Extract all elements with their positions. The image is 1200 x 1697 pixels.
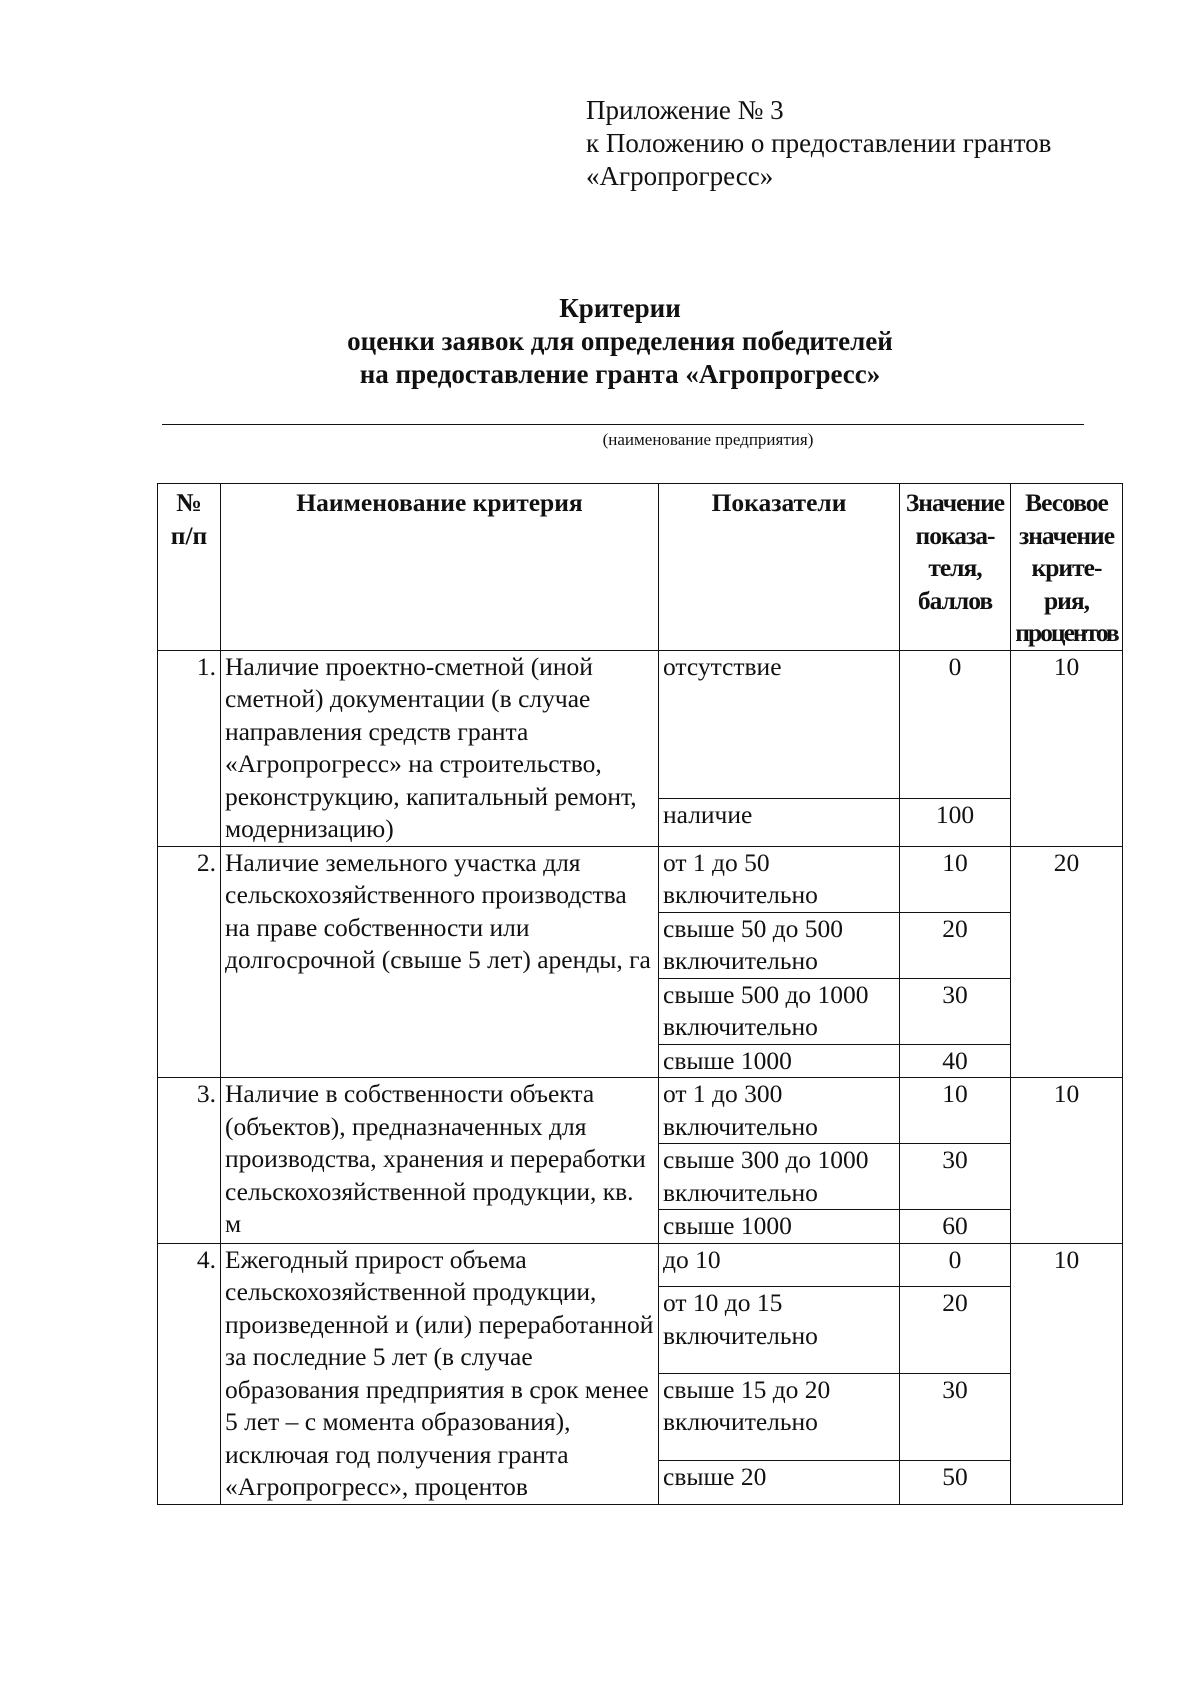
- indicator-label: наличие: [659, 798, 900, 846]
- indicator-label: свыше 50 до 500 включительно: [659, 912, 900, 978]
- indicator-value: 60: [900, 1210, 1011, 1244]
- header-value-line: Значение: [905, 488, 1005, 517]
- header-weight-line: крите-: [1031, 553, 1102, 582]
- header-weight-line: Весовое: [1025, 488, 1108, 517]
- criterion-weight: 10: [1011, 650, 1123, 846]
- header-criterion-name: Наименование критерия: [221, 484, 659, 651]
- row-number: 1.: [158, 650, 221, 846]
- indicator-value: 20: [900, 1287, 1011, 1374]
- criterion-name: Ежегодный прирост объема сельскохозяйственной продукции, произведенной и (или) переработанной за последние 5 лет (в случае образования предприятия в срок менее 5 лет – с момента образования), исключая год получения гранта «Агропрогресс», процентов: [221, 1243, 659, 1504]
- appendix-line: к Положению о предоставлении грантов: [586, 128, 1052, 158]
- indicator-value: 30: [900, 1373, 1011, 1460]
- table-row: [158, 1078, 1123, 1144]
- indicator-value: 0: [900, 650, 1011, 798]
- appendix-header: [586, 94, 1146, 193]
- table-header-row: [158, 484, 1123, 651]
- indicator-value: 10: [900, 846, 1011, 912]
- indicator-value: 30: [900, 978, 1011, 1044]
- table-row: [158, 650, 1123, 798]
- criterion-weight: 10: [1011, 1243, 1123, 1504]
- company-name-caption: (наименование предприятия): [602, 430, 814, 449]
- header-indicators: Показатели: [659, 484, 900, 651]
- title-line: Критерии: [559, 293, 681, 323]
- appendix-line: «Агропрогресс»: [586, 161, 774, 191]
- criteria-table: [157, 483, 1123, 1505]
- company-name-blank-line: [162, 424, 1084, 425]
- criterion-name: Наличие земельного участка для сельскохозяйственного производства на праве собственности или долгосрочной (свыше 5 лет) аренды, га: [221, 846, 659, 1078]
- indicator-label: до 10: [659, 1243, 900, 1287]
- row-number: 2.: [158, 846, 221, 1078]
- header-weight-line: значение: [1018, 520, 1115, 550]
- indicator-label: свыше 20: [659, 1460, 900, 1504]
- row-number: 3.: [158, 1078, 221, 1244]
- indicator-value: 100: [900, 798, 1011, 846]
- indicator-value: 10: [900, 1078, 1011, 1144]
- header-weight-line: процентов: [1015, 618, 1118, 647]
- indicator-value: 30: [900, 1144, 1011, 1210]
- indicator-label: от 10 до 15 включительно: [659, 1287, 900, 1374]
- row-number: 4.: [158, 1243, 221, 1504]
- header-value-line: теля,: [928, 553, 982, 582]
- header-number-line: п/п: [170, 520, 208, 550]
- indicator-value: 40: [900, 1044, 1011, 1078]
- title-line: на предоставление гранта «Агропрогресс»: [359, 359, 881, 389]
- indicator-label: от 1 до 50 включительно: [659, 846, 900, 912]
- indicator-value: 50: [900, 1460, 1011, 1504]
- indicator-value: 0: [900, 1243, 1011, 1287]
- table-row: [158, 1243, 1123, 1287]
- criterion-name: Наличие проектно-сметной (иной сметной) документации (в случае направления средств гранта «Агропрогресс» на строительство, реконструкцию, капитальный ремонт, модернизацию): [221, 650, 659, 846]
- document-title: [160, 292, 1080, 391]
- header-number-line: №: [176, 488, 202, 517]
- criterion-weight: 20: [1011, 846, 1123, 1078]
- indicator-label: свыше 500 до 1000 включительно: [659, 978, 900, 1044]
- table-row: [158, 846, 1123, 912]
- indicator-label: свыше 1000: [659, 1210, 900, 1244]
- title-line: оценки заявок для определения победителей: [347, 326, 893, 356]
- header-weight-line: рия,: [1043, 585, 1090, 615]
- indicator-label: свыше 300 до 1000 включительно: [659, 1144, 900, 1210]
- indicator-label: отсутствие: [659, 650, 900, 798]
- header-number: [158, 484, 221, 651]
- header-value-line: баллов: [917, 585, 993, 615]
- header-indicator-value: [900, 484, 1011, 651]
- indicator-label: свыше 1000: [659, 1044, 900, 1078]
- appendix-line: Приложение № 3: [586, 95, 784, 125]
- indicator-label: свыше 15 до 20 включительно: [659, 1373, 900, 1460]
- criterion-name: Наличие в собственности объекта (объектов), предназначенных для производства, хранения и переработки сельскохозяйственной продукции, кв. м: [221, 1078, 659, 1244]
- indicator-label: от 1 до 300 включительно: [659, 1078, 900, 1144]
- indicator-value: 20: [900, 912, 1011, 978]
- criterion-weight: 10: [1011, 1078, 1123, 1244]
- header-criterion-weight: [1011, 484, 1123, 651]
- header-value-line: показа-: [915, 520, 995, 550]
